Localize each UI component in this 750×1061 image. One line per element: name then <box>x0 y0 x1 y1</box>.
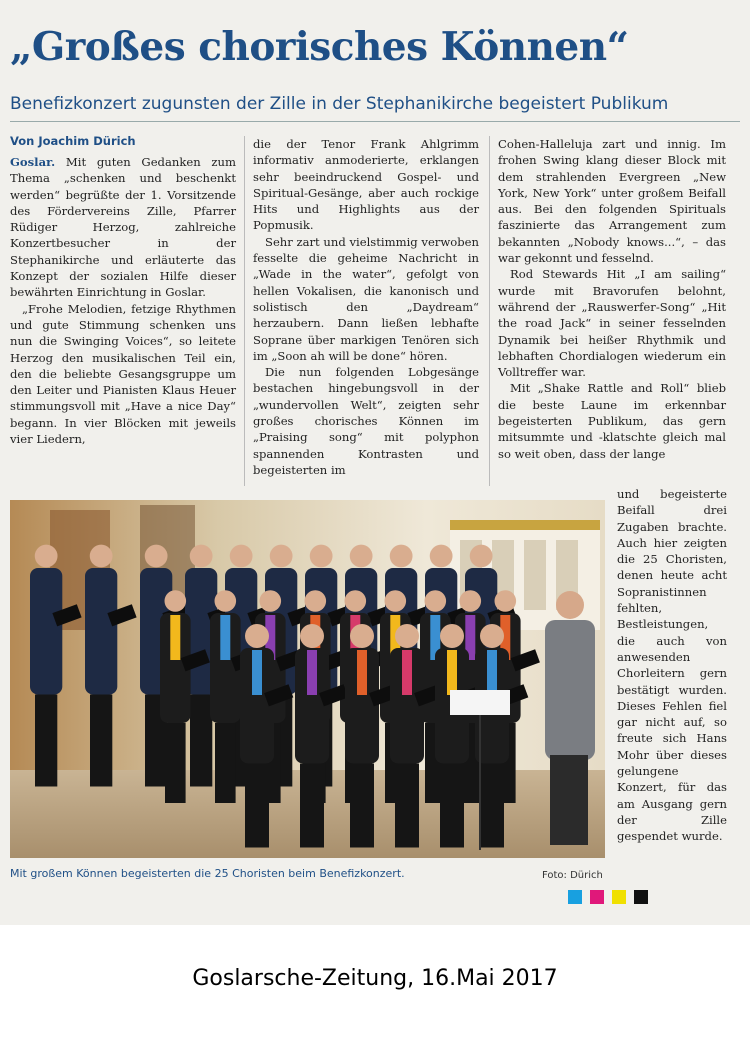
paragraph: Sehr zart und vielstimmig verwoben fesselte die geheime Nachricht in „Wade in the water“, gefolgt von hellen Vokalisen, die kanonisch und solistisch den „Daydream“ herzaubern. Dann ließen lebhafte Soprane über markigen Tenören sich im „Soon ah will be done“ hören. <box>253 234 479 363</box>
article-column-2 <box>253 136 479 478</box>
registration-mark-magenta <box>590 890 604 904</box>
article-column-3 <box>498 136 726 462</box>
dateline: Goslar. <box>10 155 56 169</box>
article-subheadline: Benefizkonzert zugunsten der Zille in der Stephanikirche begeistert Publikum <box>10 94 669 114</box>
paragraph: „Frohe Melodien, fetzige Rhythmen und gute Stimmung schenken uns nun die Swinging Voices“, so leitete Herzog den musikalischen Teil ein, den die beliebte Gesangsgruppe um den Leiter und Pianisten Klaus Heuer stimmungsvoll mit „Have a nice Day“ begann. In vier Blöcken mit jeweils vier Liedern, <box>10 301 236 447</box>
source-footer: Goslarsche-Zeitung, 16.Mai 2017 <box>192 966 558 991</box>
paragraph: Mit „Shake Rattle and Roll“ blieb die beste Laune im erkennbar begeisterten Publikum, das gern mitsummte und -klatschte gleich mal so weit oben, dass der lange <box>498 381 726 461</box>
article-column-4 <box>617 486 727 845</box>
paragraph: und begeisterte Beifall drei Zugaben brachte. Auch hier zeigten die 25 Choristen, denen heute acht Sopranistinnen fehlten, Bestleistungen, die auch von anwesenden Chorleitern gern bestätigt wurden. Dieses Fehlen fiel gar nicht auf, so freute sich Hans Mohr über dieses gelungene Konzert, für das am Ausgang gern der Zille gespendet wurde. <box>617 487 727 844</box>
photo-credit: Foto: Dürich <box>542 870 603 881</box>
paragraph: die der Tenor Frank Ahlgrimm informativ anmoderierte, erklangen sehr beeindruckend Gospel- und Spiritual-Gesänge, aber auch rockige Hits und Highlights aus der Popmusik. <box>253 137 479 233</box>
choir-photo <box>10 500 605 858</box>
headline-divider <box>10 121 740 122</box>
paragraph: Die nun folgenden Lobgesänge bestachen hingebungsvoll in der „wundervollen Welt“, zeigten sehr großes chorisches Können im „Praising song“ mit polyphon spannenden Kontrasten und begeisterten im <box>253 365 479 477</box>
paragraph: Mit guten Gedanken zum Thema „schenken und beschenkt werden“ begrüßte der 1. Vorsitzende des Fördervereins Zille, Pfarrer Rüdiger Herzog, zahlreiche Konzertbesucher in der Stephanikirche und erläuterte das Konzept der sozialen Hilfe dieser bewährten Einrichtung in Goslar. <box>10 155 236 300</box>
paragraph: Cohen-Halleluja zart und innig. Im frohen Swing klang dieser Block mit dem strahlenden Evergreen „New York, New York“ unter großem Beifall aus. Bei den folgenden Spirituals faszinierte das Arrangement zum bekannten „Nobody knows...“, – das war gekonnt und fesselnd. <box>498 137 726 266</box>
registration-mark-yellow <box>612 890 626 904</box>
article-headline: „Großes chorisches Können“ <box>10 24 629 70</box>
registration-mark-cyan <box>568 890 582 904</box>
photo-caption: Mit großem Können begeisterten die 25 Choristen beim Benefizkonzert. <box>10 867 405 880</box>
article-byline: Von Joachim Dürich <box>10 134 136 148</box>
article-column-1 <box>10 154 236 447</box>
column-divider <box>489 136 490 486</box>
registration-mark-black <box>634 890 648 904</box>
column-divider <box>244 136 245 486</box>
paragraph: Rod Stewards Hit „I am sailing“ wurde mit Bravorufen belohnt, während der „Rauswerfer-Song“ „Hit the road Jack“ in seiner fesselnden Dynamik bei heißer Rhythmik und lebhaften Chordialogen wiederum ein Volltreffer war. <box>498 267 726 380</box>
